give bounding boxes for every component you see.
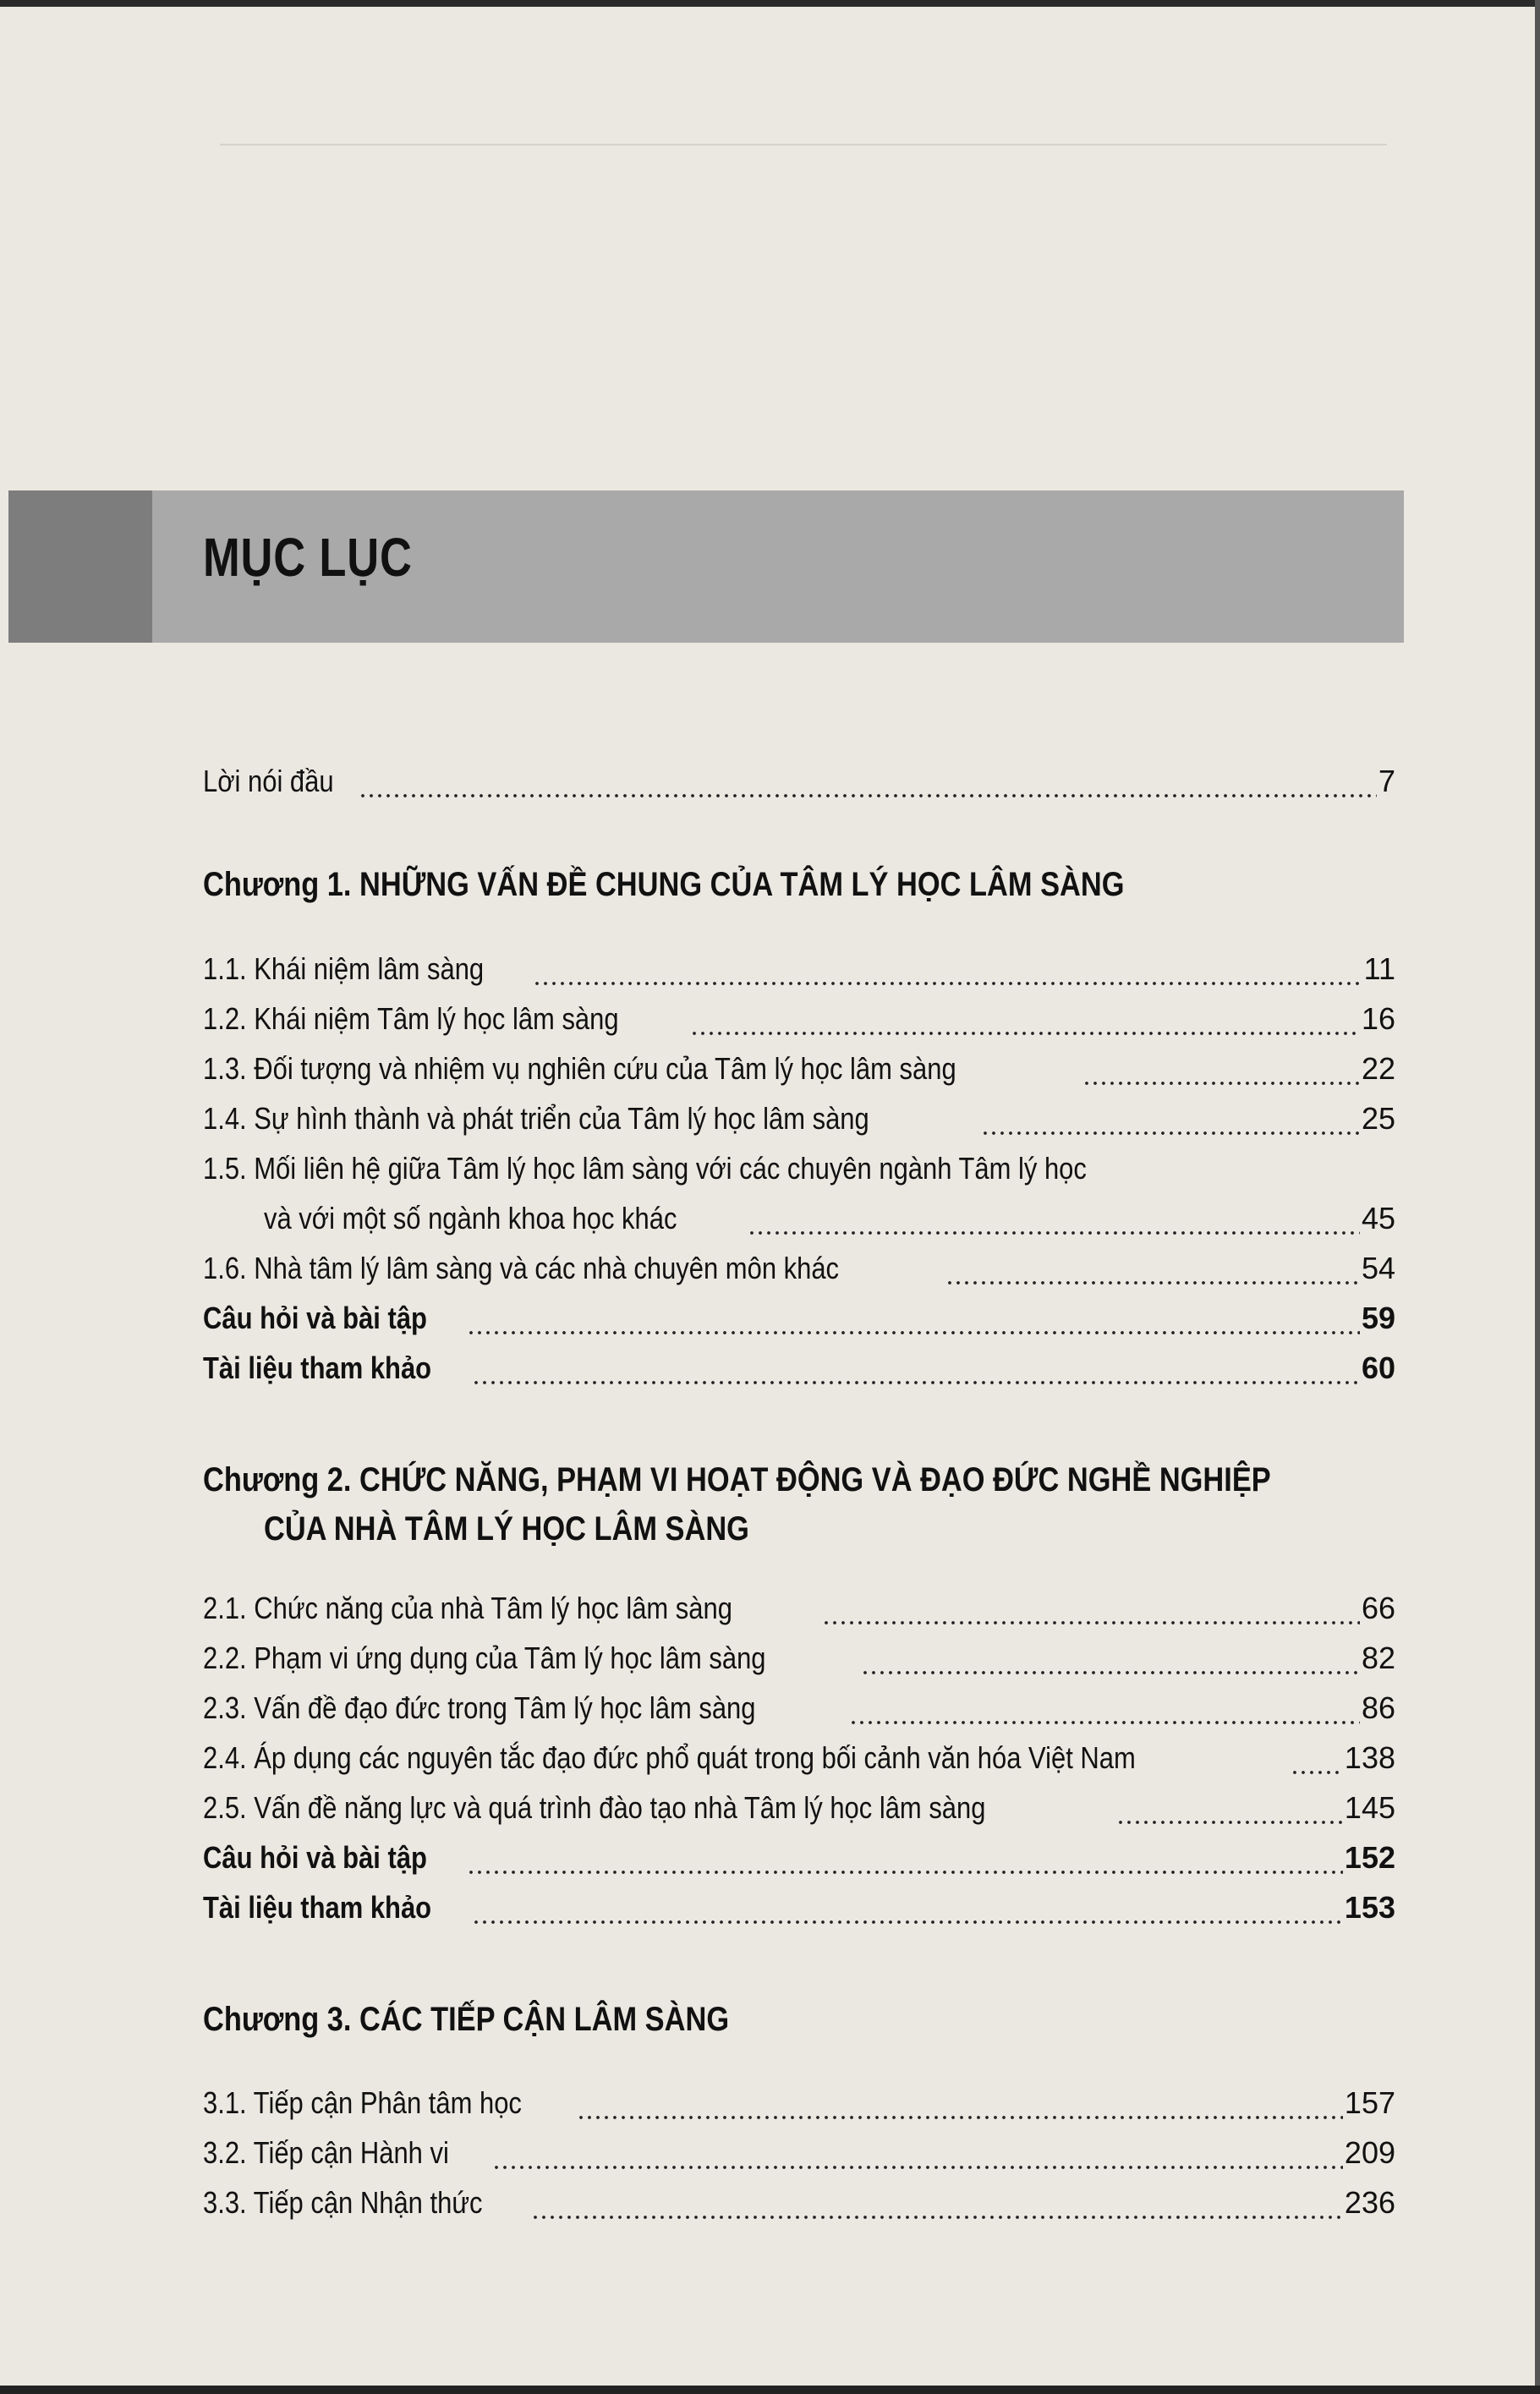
toc-entry-ch1-references[interactable] <box>203 1348 1395 1389</box>
toc-entry-label: Tài liệu tham khảo <box>203 1350 432 1385</box>
scan-edge-right <box>1535 0 1540 2394</box>
toc-entry-2-4[interactable] <box>203 1738 1395 1778</box>
toc-entry-3-1[interactable] <box>203 2083 1395 2123</box>
toc-page-number: 45 <box>1361 1201 1395 1235</box>
dot-leader <box>533 949 1362 989</box>
toc-entry-1-2[interactable] <box>203 999 1395 1039</box>
toc-entry-1-4[interactable] <box>203 1098 1395 1139</box>
toc-entry-3-2[interactable] <box>203 2133 1395 2173</box>
toc-entry-label: 2.1. Chức năng của nhà Tâm lý học lâm sàng <box>203 1591 732 1625</box>
toc-entry-2-1[interactable] <box>203 1588 1395 1629</box>
toc-page-number: 145 <box>1344 1790 1395 1825</box>
chapter-title: Chương 1. NHỮNG VẤN ĐỀ CHUNG CỦA TÂM LÝ HỌC LÂM SÀNG <box>203 866 1125 903</box>
scan-edge-bottom <box>0 2386 1540 2394</box>
page-title: MỤC LỤC <box>203 527 413 588</box>
toc-page-number: 82 <box>1361 1641 1395 1675</box>
toc-entry-label: 1.3. Đối tượng và nhiệm vụ nghiên cứu của Tâm lý học lâm sàng <box>203 1051 956 1086</box>
toc-entry-ch2-references[interactable] <box>203 1887 1395 1928</box>
dot-leader <box>359 761 1377 802</box>
toc-entry-label: 3.3. Tiếp cận Nhận thức <box>203 2185 483 2220</box>
toc-page-number: 16 <box>1361 1001 1395 1036</box>
toc-page-number: 25 <box>1361 1101 1395 1136</box>
toc-entry-label: Tài liệu tham khảo <box>203 1890 432 1925</box>
dot-leader <box>1291 1738 1343 1778</box>
toc-entry-label: 1.4. Sự hình thành và phát triển của Tâm lý học lâm sàng <box>203 1101 869 1136</box>
toc-page-number: 54 <box>1361 1251 1395 1285</box>
toc-entry-label: 3.2. Tiếp cận Hành vi <box>203 2135 449 2170</box>
dot-leader <box>690 999 1360 1039</box>
dot-leader <box>472 1348 1360 1389</box>
toc-page-number: 153 <box>1344 1890 1395 1925</box>
toc-page-number: 138 <box>1344 1740 1395 1775</box>
dot-leader <box>1116 1788 1343 1828</box>
toc-entry-2-2[interactable] <box>203 1638 1395 1679</box>
toc-entry-1-1[interactable] <box>203 949 1395 989</box>
toc-entry-1-6[interactable] <box>203 1248 1395 1289</box>
dot-leader <box>467 1298 1360 1339</box>
toc-page-number: 11 <box>1363 951 1395 986</box>
toc-entry-2-3[interactable] <box>203 1688 1395 1728</box>
chapter-heading-2-cont[interactable] <box>203 1505 1456 1553</box>
toc-entry-label: Lời nói đầu <box>203 764 334 798</box>
toc-page-number: 209 <box>1344 2135 1395 2170</box>
toc-entry-label: và với một số ngành khoa học khác <box>264 1201 677 1235</box>
toc-entry-ch1-questions[interactable] <box>203 1298 1395 1339</box>
toc-page-number: 157 <box>1344 2085 1395 2120</box>
scan-edge-top <box>0 0 1540 7</box>
chapter-title: CỦA NHÀ TÂM LÝ HỌC LÂM SÀNG <box>264 1510 749 1548</box>
dot-leader <box>472 1887 1343 1928</box>
toc-entry-label: 1.5. Mối liên hệ giữa Tâm lý học lâm sàng với các chuyên ngành Tâm lý học <box>203 1151 1087 1186</box>
toc-entry-label: 1.2. Khái niệm Tâm lý học lâm sàng <box>203 1001 619 1036</box>
chapter-heading-2[interactable] <box>203 1456 1395 1504</box>
toc-page-number: 59 <box>1361 1301 1395 1335</box>
toc-entry-label: 2.3. Vấn đề đạo đức trong Tâm lý học lâm sàng <box>203 1690 756 1725</box>
toc-entry-preface[interactable] <box>203 761 1395 802</box>
toc-entry-3-3[interactable] <box>203 2183 1395 2223</box>
toc-page-number: 86 <box>1361 1690 1395 1725</box>
toc-page-number: 22 <box>1361 1051 1395 1086</box>
dot-leader <box>849 1688 1360 1728</box>
toc-entry-label: Câu hỏi và bài tập <box>203 1840 427 1875</box>
toc-page-number: 152 <box>1344 1840 1395 1875</box>
toc-entry-label: 1.1. Khái niệm lâm sàng <box>203 951 485 986</box>
toc-entry-1-3[interactable] <box>203 1049 1395 1089</box>
dot-leader <box>822 1588 1360 1629</box>
dot-leader <box>577 2083 1343 2123</box>
chapter-title: Chương 2. CHỨC NĂNG, PHẠM VI HOẠT ĐỘNG VÀ ĐẠO ĐỨC NGHỀ NGHIỆP <box>203 1461 1271 1498</box>
toc-entry-label: 2.2. Phạm vi ứng dụng của Tâm lý học lâm sàng <box>203 1641 766 1675</box>
toc-entry-label: 3.1. Tiếp cận Phân tâm học <box>203 2085 522 2120</box>
toc-entry-label: 1.6. Nhà tâm lý lâm sàng và các nhà chuyên môn khác <box>203 1251 840 1285</box>
dot-leader <box>861 1638 1360 1679</box>
toc-entry-2-5[interactable] <box>203 1788 1395 1828</box>
dot-leader <box>492 2133 1343 2173</box>
toc-entry-label: 2.4. Áp dụng các nguyên tắc đạo đức phổ quát trong bối cảnh văn hóa Việt Nam <box>203 1740 1136 1775</box>
dot-leader <box>531 2183 1343 2223</box>
toc-page-number: 7 <box>1378 764 1395 798</box>
dot-leader <box>1082 1049 1360 1089</box>
toc-entry-1-5-cont[interactable] <box>203 1198 1395 1239</box>
title-band-accent <box>8 490 152 643</box>
dot-leader <box>467 1838 1343 1878</box>
toc-entry-ch2-questions[interactable] <box>203 1838 1395 1878</box>
toc-entry-label: 2.5. Vấn đề năng lực và quá trình đào tạo nhà Tâm lý học lâm sàng <box>203 1790 986 1825</box>
toc-page-number: 60 <box>1361 1350 1395 1385</box>
dot-leader <box>748 1198 1360 1239</box>
toc-entry-label: Câu hỏi và bài tập <box>203 1301 427 1335</box>
dot-leader <box>981 1098 1360 1139</box>
toc-page-number: 66 <box>1361 1591 1395 1625</box>
chapter-heading-3[interactable] <box>203 1996 1395 2043</box>
chapter-title: Chương 3. CÁC TIẾP CẬN LÂM SÀNG <box>203 2001 730 2038</box>
bleed-through-texture <box>220 110 1387 145</box>
dot-leader <box>945 1248 1359 1289</box>
toc-page-number: 236 <box>1344 2185 1395 2220</box>
chapter-heading-1[interactable] <box>203 861 1395 908</box>
toc-entry-1-5[interactable] <box>203 1148 1395 1189</box>
